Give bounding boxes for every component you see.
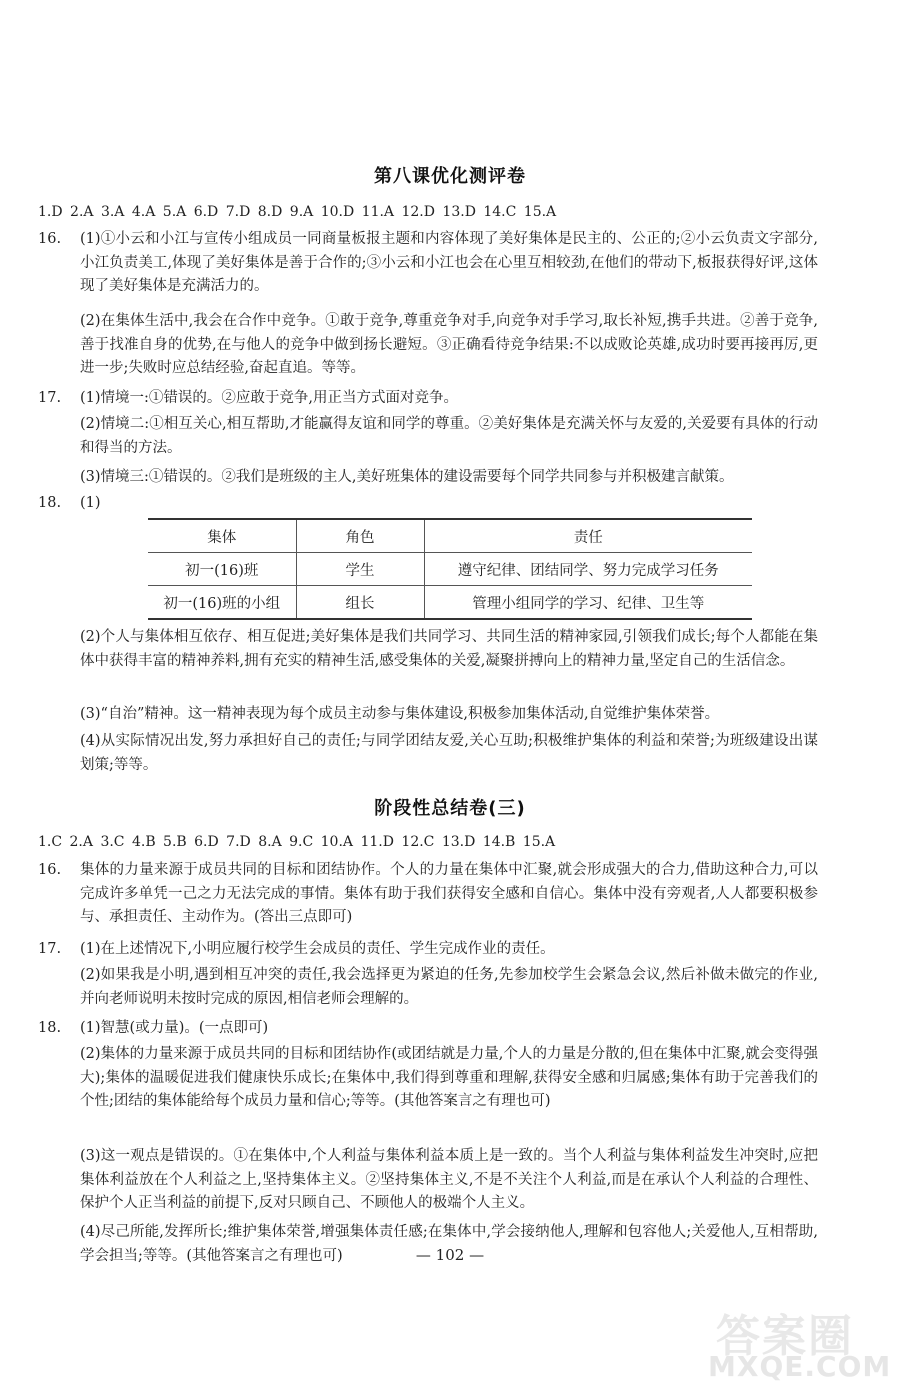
watermark-cn: 答案圈 bbox=[716, 1311, 854, 1362]
question-number-17: 17. bbox=[38, 390, 62, 406]
table-header-responsibility: 责任 bbox=[573, 529, 603, 546]
answer-17-3: (3)情境三:①错误的。②我们是班级的主人,美好班集体的建设需要每个同学共同参与并积极建言献策。 bbox=[80, 469, 734, 485]
answer-18-1: (1) bbox=[80, 495, 101, 511]
mc-answers-lesson8: 1.D 2.A 3.A 4.A 5.A 6.D 7.D 8.D 9.A 10.D 11.A 12.D 13.D 14.C 15.A bbox=[38, 204, 557, 220]
answer-18b-2: (2)集体的力量来源于成员共同的目标和团结协作(或团结就是力量,个人的力量是分散的,但在集体中汇聚,就会变得强大);集体的温暖促进我们健康快乐成长;在集体中,我们得到尊重和理解,获得安全感和归属感;集体有助于完善我们的个性;团结的集体能给每个成员力量和信心;等等。(其他答案言之有理也可) bbox=[80, 1046, 818, 1109]
answer-16-1: (1)①小云和小江与宣传小组成员一同商量板报主题和内容体现了美好集体是民主的、公正的;②小云负责文字部分,小江负责美工,体现了美好集体是善于合作的;③小云和小江也会在心里互相较劲,在他们的带动下,板报获得好评,这体现了美好集体是充满活力的。 bbox=[80, 231, 818, 294]
table-cell: 初一(16)班的小组 bbox=[148, 586, 296, 620]
page-number: — 102 — bbox=[415, 1246, 485, 1264]
responsibility-table bbox=[148, 518, 752, 620]
table-cell: 管理小组同学的学习、纪律、卫生等 bbox=[472, 595, 705, 612]
question-number-16b: 16. bbox=[38, 862, 62, 878]
answer-18b-1: (1)智慧(或力量)。(一点即可) bbox=[80, 1020, 269, 1036]
answer-17b-2: (2)如果我是小明,遇到相互冲突的责任,我会选择更为紧迫的任务,先参加校学生会紧急会议,然后补做未做完的作业,并向老师说明未按时完成的原因,相信老师会理解的。 bbox=[80, 967, 818, 1007]
answer-18-2: (2)个人与集体相互依存、相互促进;美好集体是我们共同学习、共同生活的精神家园,引领我们成长;每个人都能在集体中获得丰富的精神养料,拥有充实的精神生活,感受集体的关爱,凝聚拼搏向上的精神力量,坚定自己的生活信念。 bbox=[80, 629, 818, 669]
table-cell: 学生 bbox=[296, 553, 424, 586]
table-header-collective: 集体 bbox=[148, 519, 296, 553]
watermark-logo bbox=[706, 1300, 900, 1390]
question-number-16: 16. bbox=[38, 231, 62, 247]
question-number-18: 18. bbox=[38, 495, 62, 511]
answer-16-2: (2)在集体生活中,我会在合作中竞争。①敢于竞争,尊重竞争对手,向竞争对手学习,取长补短,携手共进。②善于竞争,善于找准自身的优势,在与他人的竞争中做到扬长避短。③正确看待竞争结果:不以成败论英雄,成功时要再接再厉,更进一步;失败时应总结经验,奋起直追。等等。 bbox=[80, 313, 818, 376]
table-row bbox=[148, 586, 752, 620]
table-cell: 初一(16)班 bbox=[148, 553, 296, 586]
question-number-18b: 18. bbox=[38, 1020, 62, 1036]
table-cell: 遵守纪律、团结同学、努力完成学习任务 bbox=[457, 562, 719, 579]
table-header-role: 角色 bbox=[296, 519, 424, 553]
section-title-lesson8: 第八课优化测评卷 bbox=[374, 166, 526, 187]
answer-17-1: (1)情境一:①错误的。②应敢于竞争,用正当方式面对竞争。 bbox=[80, 390, 459, 406]
answer-17b-1: (1)在上述情况下,小明应履行校学生会成员的责任、学生完成作业的责任。 bbox=[80, 941, 555, 957]
mc-answers-stage-summary: 1.C 2.A 3.C 4.B 5.B 6.D 7.D 8.A 9.C 10.A 11.D 12.C 13.D 14.B 15.A bbox=[38, 834, 556, 850]
watermark-en: MXQE.COM bbox=[708, 1350, 892, 1383]
table-row bbox=[148, 553, 752, 586]
answer-18-3: (3)“自治”精神。这一精神表现为每个成员主动参与集体建设,积极参加集体活动,自觉维护集体荣誉。 bbox=[80, 706, 720, 722]
answer-17-2: (2)情境二:①相互关心,相互帮助,才能赢得友谊和同学的尊重。②美好集体是充满关怀与友爱的,关爱要有具体的行动和得当的方法。 bbox=[80, 416, 818, 456]
table-cell: 组长 bbox=[296, 586, 424, 620]
table-header-row bbox=[148, 519, 752, 553]
answer-18b-4: (4)尽己所能,发挥所长;维护集体荣誉,增强集体责任感;在集体中,学会接纳他人,理解和包容他人;关爱他人,互相帮助,学会担当;等等。(其他答案言之有理也可) bbox=[80, 1224, 818, 1264]
answer-16b: 集体的力量来源于成员共同的目标和团结协作。个人的力量在集体中汇聚,就会形成强大的合力,借助这种合力,可以完成许多单凭一己之力无法完成的事情。集体有助于我们获得安全感和自信心。集体中没有旁观者,人人都要积极参与、承担责任、主动作为。(答出三点即可) bbox=[80, 862, 818, 925]
answer-18b-3: (3)这一观点是错误的。①在集体中,个人利益与集体利益本质上是一致的。当个人利益与集体利益发生冲突时,应把集体利益放在个人利益之上,坚持集体主义。②坚持集体主义,不是不关注个人利益,而是在承认个人利益的合理性、保护个人正当利益的前提下,反对只顾自己、不顾他人的极端个人主义。 bbox=[80, 1148, 818, 1211]
answer-18-4: (4)从实际情况出发,努力承担好自己的责任;与同学团结友爱,关心互助;积极维护集体的利益和荣誉;为班级建设出谋划策;等等。 bbox=[80, 733, 818, 773]
section-title-stage-summary-3: 阶段性总结卷(三) bbox=[374, 798, 526, 819]
question-number-17b: 17. bbox=[38, 941, 62, 957]
